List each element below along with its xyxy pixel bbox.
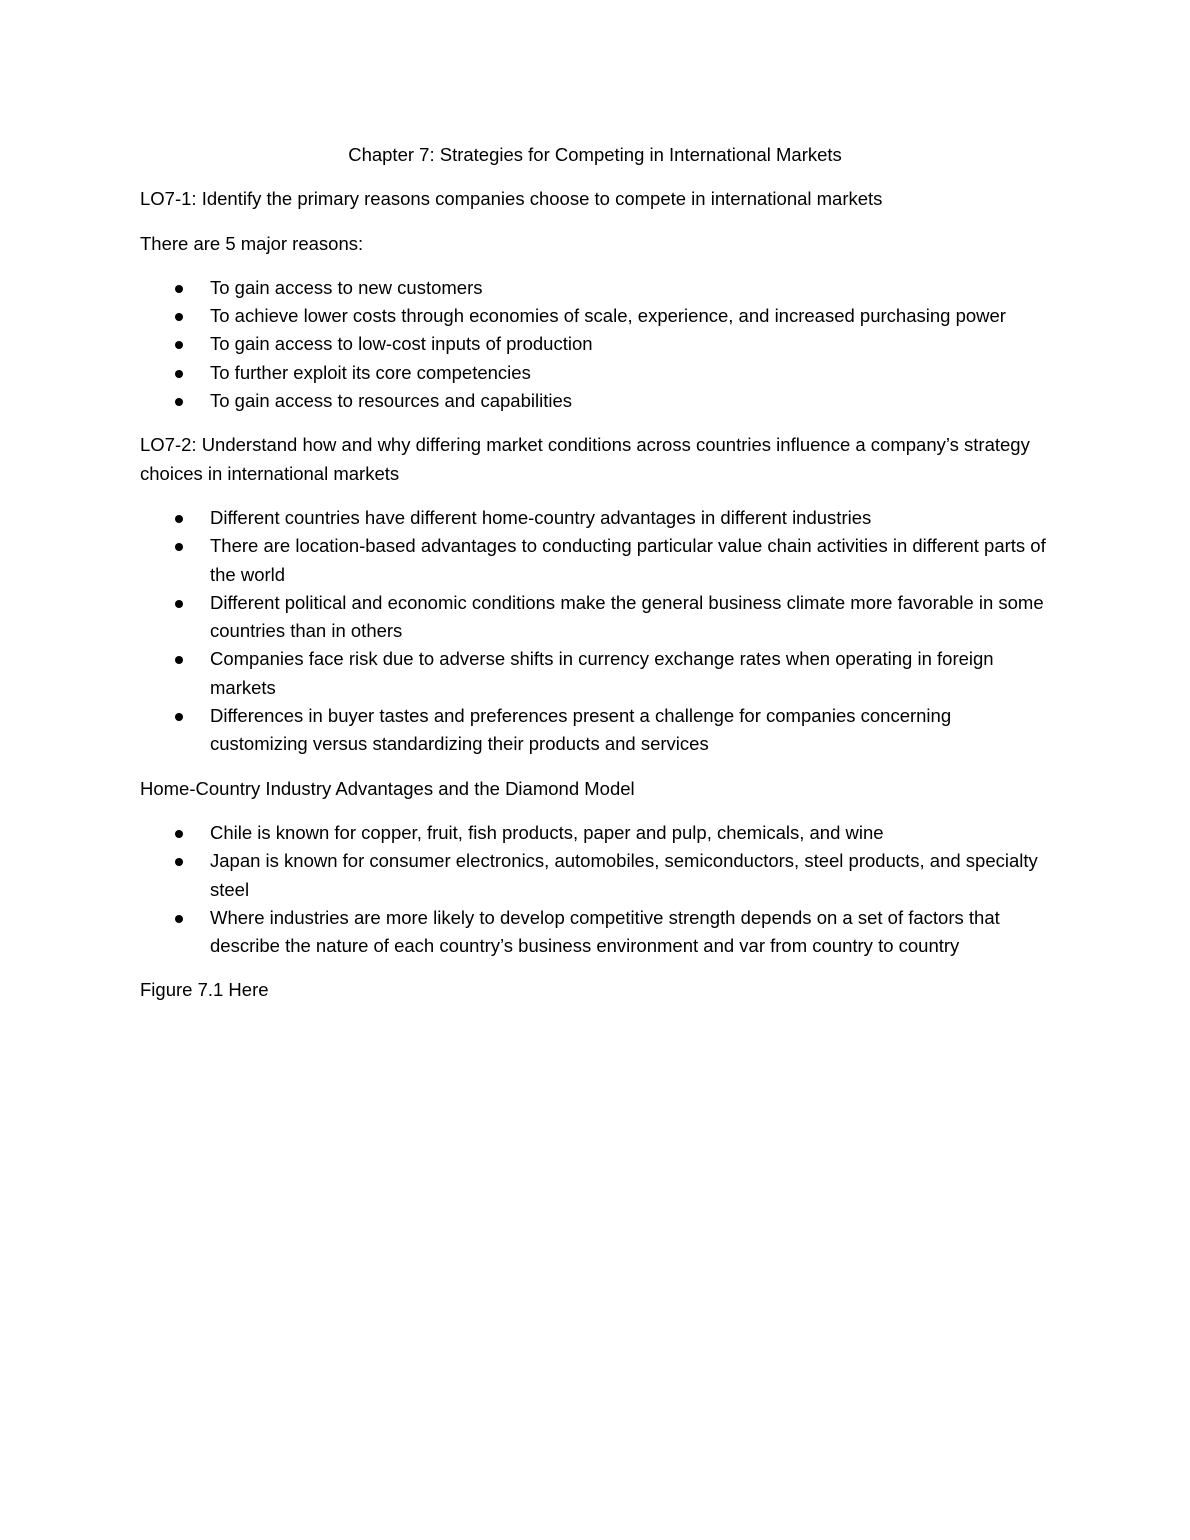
figure-placeholder-note: Figure 7.1 Here [140,979,269,1001]
list-item [140,645,1050,702]
bullet-icon [175,341,183,349]
list-item [140,504,1050,532]
list-item [140,302,1050,330]
lo1-intro: There are 5 major reasons: [140,232,364,254]
list-item [140,702,1050,759]
lo1-heading: LO7-1: Identify the primary reasons companies choose to compete in international markets [140,188,883,210]
list-item [140,589,1050,646]
lo1-bullet-list [140,274,1050,415]
list-item-text: Japan is known for consumer electronics, automobiles, semiconductors, steel products, and specialty steel [210,850,1038,900]
lo2-bullet-list [140,504,1050,759]
bullet-icon [175,713,183,721]
bullet-icon [175,515,183,523]
bullet-icon [175,285,183,293]
bullet-icon [175,543,183,551]
list-item [140,532,1050,589]
bullet-icon [175,398,183,406]
list-item [140,359,1050,387]
list-item-text: To achieve lower costs through economies of scale, experience, and increased purchasing power [210,305,1006,327]
diamond-heading: Home-Country Industry Advantages and the Diamond Model [140,777,635,799]
bullet-icon [175,656,183,664]
bullet-icon [175,600,183,608]
list-item-text: To further exploit its core competencies [210,361,531,383]
diamond-bullet-list [140,819,1050,960]
list-item-text: Different countries have different home-country advantages in different industries [210,506,872,528]
list-item [140,274,1050,302]
list-item-text: There are location-based advantages to conducting particular value chain activities in different parts of the world [210,535,1046,585]
lo2-heading: LO7-2: Understand how and why differing market conditions across countries influence a company’s strategy choices in international markets [140,434,1030,484]
list-item-text: To gain access to low-cost inputs of production [210,333,593,355]
bullet-icon [175,858,183,866]
bullet-icon [175,915,183,923]
list-item-text: Chile is known for copper, fruit, fish products, paper and pulp, chemicals, and wine [210,821,884,843]
list-item [140,387,1050,415]
document-page [140,141,1050,1021]
list-item [140,904,1050,961]
bullet-icon [175,830,183,838]
list-item-text: To gain access to new customers [210,276,483,298]
list-item-text: To gain access to resources and capabilities [210,390,572,412]
page-title: Chapter 7: Strategies for Competing in International Markets [348,144,842,165]
list-item-text: Differences in buyer tastes and preferences present a challenge for companies concerning customizing versus standardizing their products and services [210,705,952,755]
bullet-icon [175,370,183,378]
list-item-text: Different political and economic conditions make the general business climate more favorable in some countries than in others [210,591,1044,642]
list-item [140,819,1050,847]
bullet-icon [175,313,183,321]
list-item [140,847,1050,904]
list-item-text: Where industries are more likely to develop competitive strength depends on a set of factors that describe the nature of each country’s business environment and var from country to country [210,906,1000,957]
list-item-text: Companies face risk due to adverse shifts in currency exchange rates when operating in foreign markets [210,648,994,698]
list-item [140,330,1050,358]
